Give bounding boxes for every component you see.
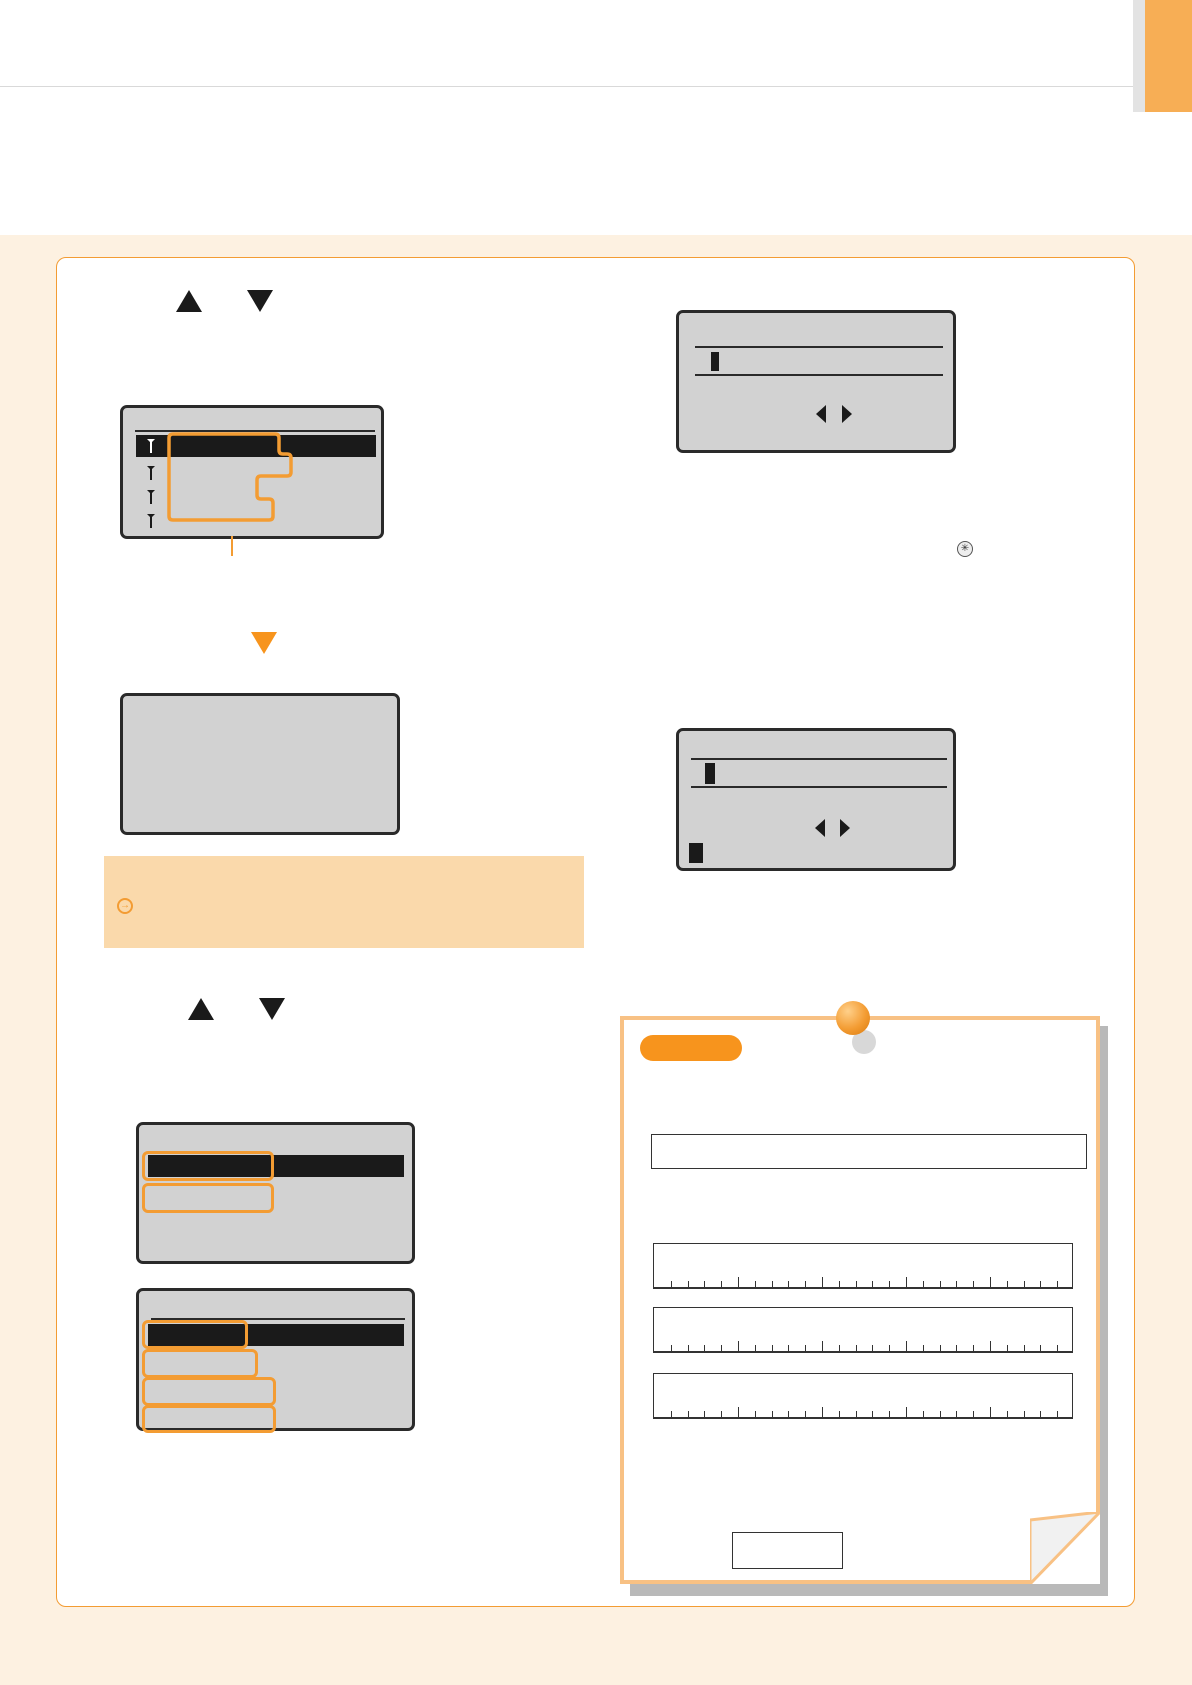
ruler-tick [755,1281,756,1287]
left-arrow-icon [815,819,825,837]
ruler-tick [805,1281,806,1287]
ruler-tick [956,1281,957,1287]
ruler-tick [721,1345,722,1351]
down-triangle-icon [259,998,285,1020]
ruler-tick [721,1281,722,1287]
ruler-tick [772,1411,773,1417]
ruler-tick [822,1407,823,1417]
ruler-tick [671,1411,672,1417]
ruler-tick [671,1345,672,1351]
ruler-tick [889,1281,890,1287]
ruler-tick [906,1277,907,1287]
memo-sheet [620,1016,1100,1584]
left-arrow-icon [816,405,826,423]
ruler-tick [889,1345,890,1351]
ruler-tick [940,1281,941,1287]
ruler-tick [1007,1411,1008,1417]
option-highlight [142,1183,274,1213]
text-cursor [705,763,715,784]
ruler-tick [738,1407,739,1417]
ruler-tick [738,1277,739,1287]
ruler-tick [990,1341,991,1351]
ruler-tick [973,1345,974,1351]
ssid-highlight [167,430,317,540]
ruler-tick [956,1411,957,1417]
ruler-tick [1024,1345,1025,1351]
chapter-tab [1145,0,1192,112]
ruler-tick [856,1345,857,1351]
right-arrow-icon [840,819,850,837]
ruler-tick [923,1281,924,1287]
chapter-tab-edge [1133,0,1145,112]
ruler-tick [1057,1345,1058,1351]
note-box [104,856,584,948]
ruler-tick [973,1281,974,1287]
memo-tag [640,1035,742,1061]
ruler-tick [839,1281,840,1287]
ruler-tick [805,1345,806,1351]
ruler-tick [923,1411,924,1417]
ruler-tick [872,1345,873,1351]
ruler-tick [923,1345,924,1351]
ruler-tick [738,1341,739,1351]
ruler-tick [772,1281,773,1287]
lcd-divider [695,374,943,376]
ruler-tick [1040,1281,1041,1287]
ruler-tick [872,1281,873,1287]
antenna-icon [146,512,156,530]
ruler-tick [1040,1411,1041,1417]
lcd-divider [691,786,947,788]
ruler-tick [755,1345,756,1351]
ruler-tick [704,1281,705,1287]
memo-small-box [732,1532,843,1569]
ruler-tick [906,1341,907,1351]
ruler-tick [788,1345,789,1351]
ruler-tick [1040,1345,1041,1351]
ruler-tick [822,1277,823,1287]
ruler-tick [788,1281,789,1287]
ruler-tick [772,1345,773,1351]
lcd-options-four [136,1288,415,1431]
ruler-tick [1057,1281,1058,1287]
ruler-tick [704,1345,705,1351]
lcd-options-two [136,1122,415,1264]
arrow-circle-icon[interactable]: → [117,898,133,914]
ruler-tick [956,1345,957,1351]
ruler-tick [1057,1411,1058,1417]
right-arrow-icon [842,405,852,423]
up-triangle-icon [188,998,214,1020]
ruler-tick [990,1277,991,1287]
ruler-tick [688,1281,689,1287]
memo-field-box [651,1134,1087,1169]
ruler-tick [1007,1281,1008,1287]
pushpin-icon [836,1001,870,1035]
option-highlight [142,1320,248,1349]
antenna-icon [146,464,156,482]
ruler-tick [973,1411,974,1417]
ruler-tick [906,1407,907,1417]
down-triangle-icon [247,290,273,312]
mode-indicator [689,843,703,863]
lcd-key-input [676,310,956,453]
ruler-tick [721,1411,722,1417]
lcd-network-list [120,405,384,539]
ruler-tick [990,1407,991,1417]
ruler-tick [1007,1345,1008,1351]
callout-leader [231,536,233,556]
write-in-ruler [653,1243,1073,1289]
ruler-tick [822,1341,823,1351]
ruler-tick [788,1411,789,1417]
lcd-key-input-entry [676,728,956,871]
ruler-tick [872,1411,873,1417]
ruler-tick [688,1345,689,1351]
ruler-tick [856,1281,857,1287]
option-highlight [142,1151,274,1181]
ruler-tick [856,1411,857,1417]
option-highlight [142,1349,258,1378]
ruler-tick [704,1411,705,1417]
ruler-tick [1024,1411,1025,1417]
ruler-tick [755,1411,756,1417]
ruler-tick [671,1281,672,1287]
header-divider [0,86,1133,87]
option-highlight [142,1405,276,1433]
option-highlight [142,1377,276,1406]
write-in-ruler [653,1373,1073,1419]
lcd-divider [691,758,947,760]
ruler-tick [1024,1281,1025,1287]
ruler-tick [688,1411,689,1417]
up-triangle-icon [176,290,202,312]
memo-page-curl [1030,1512,1100,1584]
asterisk-key-icon[interactable]: ✳ [957,541,973,557]
ruler-tick [839,1411,840,1417]
antenna-icon [146,488,156,506]
lcd-divider [695,346,943,348]
ruler-tick [839,1345,840,1351]
ruler-tick [940,1345,941,1351]
lcd-blank [120,693,400,835]
ruler-tick [940,1411,941,1417]
down-flow-arrow-icon [251,632,277,654]
antenna-icon [146,437,156,455]
text-cursor [711,352,719,371]
write-in-ruler [653,1307,1073,1353]
ruler-tick [805,1411,806,1417]
ruler-tick [889,1411,890,1417]
